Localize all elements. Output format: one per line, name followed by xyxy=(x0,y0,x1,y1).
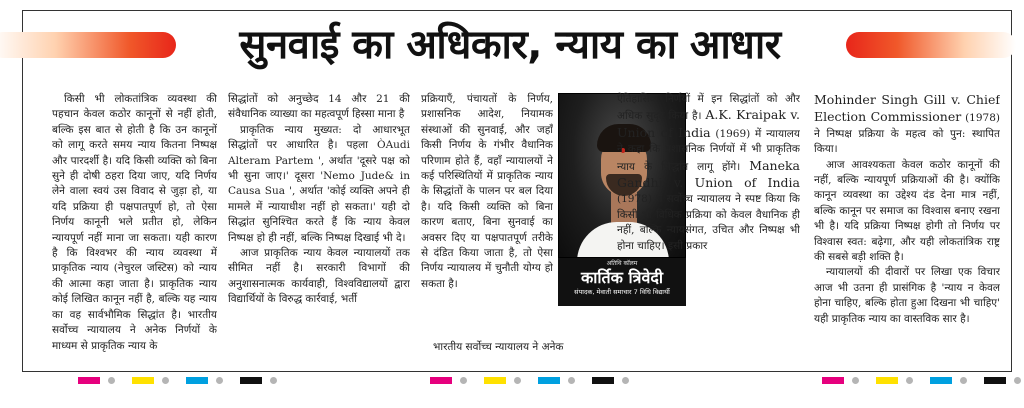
print-gray-dot xyxy=(108,377,115,384)
headline-decoration-left xyxy=(0,32,176,58)
article-column-5 xyxy=(814,92,1000,366)
print-gray-dot xyxy=(906,377,913,384)
article-column-2 xyxy=(228,92,410,366)
case-name-mohinder-singh-gill: Mohinder Singh Gill v. Chief Election Commissioner xyxy=(814,92,1000,125)
column-5-paragraph-2: आज आवश्यकता केवल कठोर कानूनों की नहीं, बल्कि न्यायपूर्ण प्रक्रियाओं की है। क्योंकि कानून व्यवस्था का उद्देश्य दंड देना मात्र नहीं, बल्कि कानून पर समाज का विश्वास बनाए रखना भी है। यदि प्रक्रिया निष्पक्ष होगी तो निर्णय पर विश्वास स्वत: बढ़ेगा, और यही लोकतांत्रिक राष्ट्र की सबसे बड़ी शक्ति है। xyxy=(814,158,1000,264)
print-gray-dot xyxy=(960,377,967,384)
print-color-swatch xyxy=(538,377,560,384)
print-color-swatch xyxy=(484,377,506,384)
case-name-kraipak: A.K. Kraipak v. Union of India xyxy=(617,107,800,140)
print-color-swatch xyxy=(822,377,844,384)
column-5-paragraph-3: न्यायालयों की दीवारों पर लिखा एक विचार आज भी उतना ही प्रासंगिक है 'न्याय न केवल होना चाहिए, बल्कि होता हुआ दिखना भी चाहिए' यही प्राकृतिक न्याय का वास्तविक सार है। xyxy=(814,266,1000,325)
column-3-paragraph: प्रक्रियाएँ, पंचायतों के निर्णय, प्रशासनिक आदेश, नियामक संस्थाओं की सुनवाई, और जहाँ किसी निर्णय के गंभीर वैधानिक परिणाम होते हैं, वहाँ न्यायालयों ने कई परिस्थितियों में प्राकृतिक न्याय के सिद्धांतों के पालन पर बल दिया है। यदि किसी व्यक्ति को बिना कारण बताए, बिना सुनवाई का अवसर दिए या पक्षपातपूर्ण तरीके से दंडित किया जाता है, तो ऐसा निर्णय न्यायालय में चुनौती योग्य हो सकता है। xyxy=(421,93,553,290)
print-gray-dot xyxy=(460,377,467,384)
print-gray-dot xyxy=(270,377,277,384)
print-color-swatch xyxy=(78,377,100,384)
print-color-swatch xyxy=(592,377,614,384)
article-column-1 xyxy=(52,92,217,366)
case-name-maneka-gandhi: Maneka Gandhi v. Union of India xyxy=(617,157,800,191)
headline-decoration-right xyxy=(846,32,1016,58)
column-1-paragraph: किसी भी लोकतांत्रिक व्यवस्था की पहचान केवल कठोर कानूनों से नहीं होती, बल्कि इस बात से होती है कि उन कानूनों को लागू करते समय न्याय कितना निष्पक्ष और पारदर्शी है। यदि किसी व्यक्ति को बिना सुने ही दोषी ठहरा दिया जाए, यदि निर्णय लेने वाला स्वयं उस विवाद से जुड़ा हो, या यदि प्रक्रिया ही पक्षपातपूर्ण हो, तो ऐसा निर्णय कानूनी भले प्रतीत हो, लेकिन न्यायपूर्ण नहीं माना जा सकता। यही कारण है कि विश्वभर की न्याय व्यवस्था में प्राकृतिक न्याय (नेचुरल जस्टिस) को न्याय की आत्मा कहा जाता है। प्राकृतिक न्याय कोई लिखित कानून नहीं है, बल्कि यह न्याय का वह सार्वभौमिक सिद्धांत है। भारतीय सर्वोच्च न्यायालय ने अनेक निर्णयों के माध्यम से प्राकृतिक न्याय के xyxy=(52,93,217,352)
column-4-maneka-text: (1978) में सर्वोच्च न्यायालय ने स्पष्ट किया कि किसी भी विधिक प्रक्रिया को केवल वैधानिक ही नहीं, बल्कि न्यायसंगत, उचित और निष्पक्ष भी होना चाहिए। इसी प्रकार xyxy=(617,193,800,252)
column-4-kraipak-text: (1969) में न्यायालय ने कहा कि प्रशासनिक निर्णयों में भी प्राकृतिक न्याय के सिद्धांत लागू होंगे। xyxy=(617,127,800,173)
print-color-swatch xyxy=(186,377,208,384)
article-column-4 xyxy=(617,92,800,366)
column-2-paragraph-3: आज प्राकृतिक न्याय केवल न्यायालयों तक सीमित नहीं है। सरकारी विभागों की अनुशासनात्मक कार्यवाही, विश्वविद्यालयों द्वारा विद्यार्थियों के विरुद्ध कार्रवाई, भर्ती xyxy=(228,247,410,306)
print-color-swatch xyxy=(132,377,154,384)
print-gray-dot xyxy=(568,377,575,384)
print-gray-dot xyxy=(514,377,521,384)
print-gray-dot xyxy=(162,377,169,384)
print-color-swatch xyxy=(430,377,452,384)
column-4-intro: ऐतिहासिक निर्णयों में इन सिद्धांतों को और अधिक सुदृढ़ किया है। xyxy=(617,93,800,123)
author-designation: संपादक, मेवाती समाचार 7 विधि विद्यार्थी xyxy=(574,288,670,296)
print-gray-dot xyxy=(622,377,629,384)
article-headline: सुनवाई का अधिकार, न्याय का आधार xyxy=(239,22,781,68)
print-gray-dot xyxy=(852,377,859,384)
column-2-paragraph-1: सिद्धांतों को अनुच्छेद 14 और 21 की संवैधानिक व्याख्या का महत्वपूर्ण हिस्सा माना है xyxy=(228,93,410,121)
print-gray-dot xyxy=(1014,377,1021,384)
column-3-tail xyxy=(421,340,607,355)
article-column-3 xyxy=(421,92,553,342)
print-gray-dot xyxy=(216,377,223,384)
author-name: कार्तिक त्रिवेदी xyxy=(580,268,664,287)
print-color-swatch xyxy=(930,377,952,384)
column-3-tail-text: भारतीय सर्वोच्च न्यायालय ने अनेक xyxy=(433,341,564,353)
print-color-swatch xyxy=(876,377,898,384)
column-5-paragraph-1: (1978) ने निष्पक्ष प्रक्रिया के महत्व को पुन: स्थापित किया। xyxy=(814,112,1000,156)
print-color-swatch xyxy=(240,377,262,384)
guest-column-label: अतिथि कॉलम xyxy=(606,260,638,267)
column-2-paragraph-2: प्राकृतिक न्याय मुख्यत: दो आधारभूत सिद्धांतों पर आधारित है। पहला ÒAudi Alteram Partem ', अर्थात 'दूसरे पक्ष को भी सुना जाए।' दूसरा 'Nemo Jude& in Causa Sua ', अर्थात 'कोई व्यक्ति अपने ही मामले में न्यायाधीश नहीं हो सकता।' यही दो सिद्धांत सुनिश्चित करते हैं कि न्याय केवल निष्पक्ष हो ही नहीं, बल्कि निष्पक्ष दिखाई भी दे। xyxy=(228,123,410,244)
print-color-swatch xyxy=(984,377,1006,384)
